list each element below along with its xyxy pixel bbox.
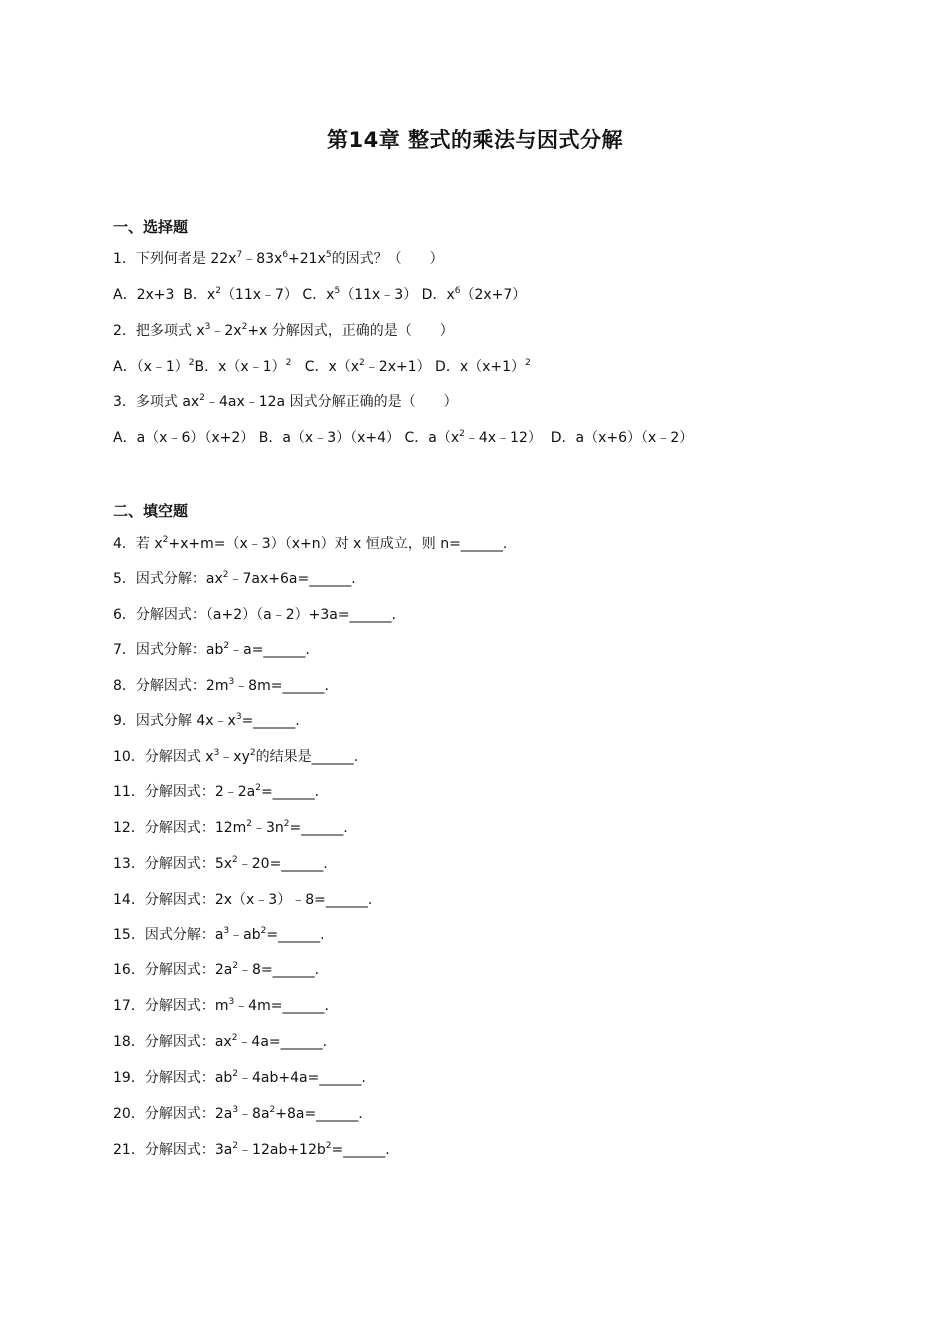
section-heading-fill: 二、填空题	[113, 502, 189, 520]
question-3-options: A．a（x﹣6）（x+2） B．a（x﹣3）（x+4） C．$a(x^2﹣4x﹣12)$ D．a（x+6）（x﹣2）	[113, 429, 694, 446]
question-10: 10．分解因式 $x^3﹣xy^2$的结果是______.	[113, 748, 359, 765]
question-17: 17．分解因式：$m^3﹣4m=\_\_\_\_\_\_$.	[113, 997, 329, 1014]
question-1-options: A．2x+3 B．$x^2(11x﹣7)$ C．$x^5(11x﹣3)$ D．$x^6(2x+7)$	[113, 286, 527, 303]
question-18: 18．分解因式：$ax^2﹣4a=\_\_\_\_\_\_$.	[113, 1033, 328, 1050]
question-15: 15．因式分解：$a^3﹣ab^2=\_\_\_\_\_\_$.	[113, 926, 325, 943]
page-title: 第14章 整式的乘法与因式分解	[326, 128, 624, 152]
section-heading-choice: 一、选择题	[113, 218, 189, 236]
question-16: 16．分解因式：$2a^2﹣8=\_\_\_\_\_\_$.	[113, 961, 320, 978]
question-19: 19．分解因式：$ab^2﹣4ab+4a=\_\_\_\_\_\_$.	[113, 1069, 366, 1086]
question-5: 5．因式分解：$ax^2﹣7ax+6a=\_\_\_\_\_\_$.	[113, 570, 356, 587]
question-2: 2．把多项式 $x^3﹣2x^2+x$ 分解因式，正确的是（ ）	[113, 322, 454, 339]
question-3: 3．多项式 $ax^2﹣4ax﹣12a$ 因式分解正确的是（ ）	[113, 393, 458, 410]
question-14: 14．分解因式：2x（x﹣3）﹣8=______.	[113, 892, 373, 908]
question-4: 4．若 $x^2+x+m=(x﹣3)(x+n)$对 x 恒成立，则 n=______.	[113, 535, 508, 552]
question-20: 20．分解因式：$2a^3﹣8a^2+8a=\_\_\_\_\_\_$.	[113, 1105, 363, 1122]
question-9: 9．因式分解 $4x﹣x^3=\_\_\_\_\_\_$.	[113, 712, 300, 729]
question-1: 1．下列何者是 $22x^7﹣83x^6+21x^5$的因式？（ ）	[113, 250, 444, 267]
question-7: 7．因式分解：$ab^2﹣a=\_\_\_\_\_\_$.	[113, 641, 310, 658]
question-2-options: A．（x﹣1）$^2$B．x（x﹣1）$^2$ C．$x(x^2﹣2x+1)$ D．$x(x+1)^2$	[113, 358, 531, 375]
question-6: 6．分解因式：（a+2）（a﹣2）+3a=______.	[113, 607, 397, 623]
question-13: 13．分解因式：$5x^2﹣20=\_\_\_\_\_\_$.	[113, 855, 328, 872]
question-12: 12．分解因式：$12m^2﹣3n^2=\_\_\_\_\_\_$.	[113, 819, 348, 836]
question-21: 21．分解因式：$3a^2﹣12ab+12b^2=\_\_\_\_\_\_$.	[113, 1141, 390, 1158]
question-8: 8．分解因式：$2m^3﹣8m=\_\_\_\_\_\_$.	[113, 677, 329, 694]
question-11: 11．分解因式：$2﹣2a^2=\_\_\_\_\_\_$.	[113, 783, 320, 800]
